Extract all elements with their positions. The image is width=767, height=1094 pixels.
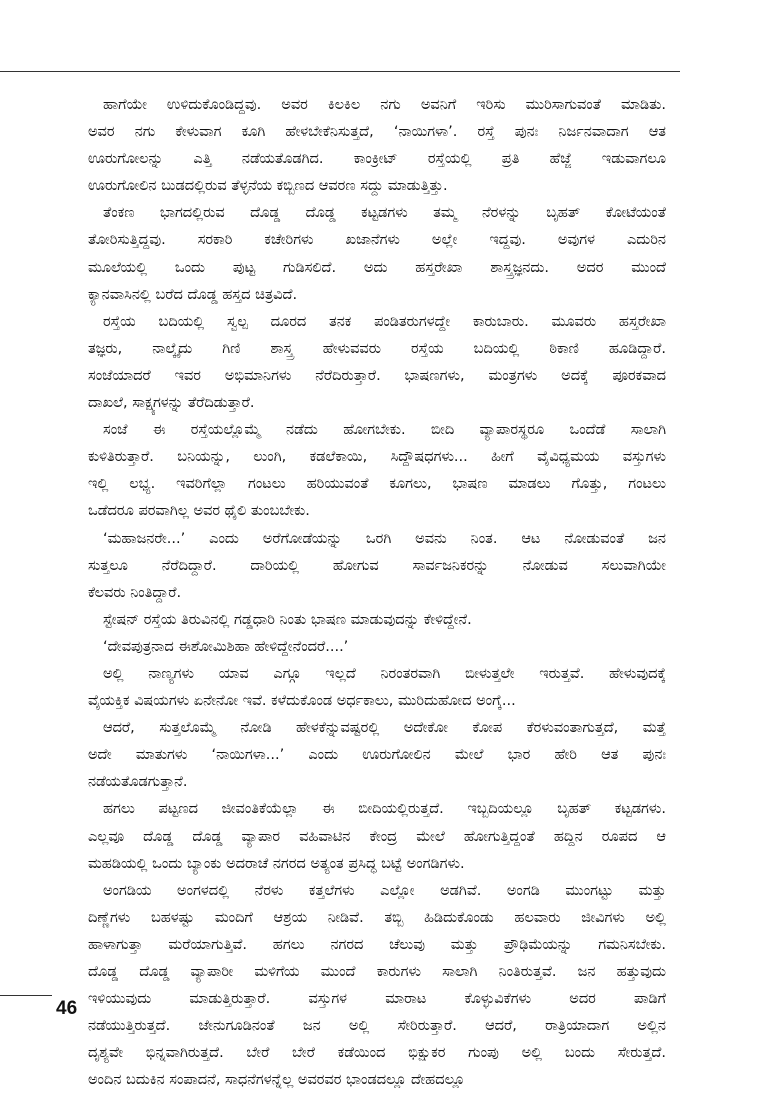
paragraph-11-line-3: ಹಾಳಾಗುತ್ತಾ ಮರೆಯಾಗುತ್ತಿವೆ. ಹಗಲು ನಗರದ ಚೆಲುವು ಮತ್ತು ಪ್ರೌಢಿಮೆಯನ್ನು ಗಮನಿಸಬೇಕು. [88, 936, 666, 953]
paragraph-11-line-4: ದೊಡ್ಡ ದೊಡ್ಡ ವ್ಯಾಪಾರೀ ಮಳಿಗೆಯ ಮುಂದೆ ಕಾರುಗಳು ಸಾಲಾಗಿ ನಿಂತಿರುತ್ತವೆ. ಜನ ಹತ್ತುವುದು [88, 964, 666, 980]
paragraph-2-line-1: ತೆಂಕಣ ಭಾಗದಲ್ಲಿರುವ ದೊಡ್ಡ ದೊಡ್ಡ ಕಟ್ಟಡಗಳು ತಮ್ಮ ನೆರಳನ್ನು ಬೃಹತ್ ಕೋಟೆಯಂತೆ [103, 205, 666, 222]
top-rule [0, 71, 680, 72]
paragraph-5-line-3: ಕೆಲವರು ನಿಂತಿದ್ದಾರೆ. [88, 584, 182, 601]
paragraph-4-line-4: ಒಡೆದರೂ ಪರವಾಗಿಲ್ಲ ಅವರ ಥೈಲಿ ತುಂಬಬೇಕು. [88, 503, 310, 520]
paragraph-2-line-3: ಮೂಲೆಯಲ್ಲಿ ಒಂದು ಪುಟ್ಟ ಗುಡಿಸಲಿದೆ. ಅದು ಹಸ್ತರೇಖಾ ಶಾಸ್ತ್ರಜ್ಞನದು. ಅದರ ಮುಂದೆ [88, 259, 666, 276]
paragraph-3-line-3: ಸಂಜೆಯಾದರೆ ಇವರ ಅಭಿಮಾನಿಗಳು ನೆರೆದಿರುತ್ತಾರೆ. ಭಾಷಣಗಳು, ಮಂತ್ರಗಳು ಅದಕ್ಕೆ ಪೂರಕವಾದ [88, 367, 666, 384]
paragraph-2-line-2: ತೋರಿಸುತ್ತಿದ್ದವು. ಸರಕಾರಿ ಕಚೇರಿಗಳು ಖಜಾನೆಗಳು ಅಲ್ಲೇ ಇದ್ದವು. ಅವುಗಳ ಎದುರಿನ [88, 232, 666, 249]
paragraph-10-line-2: ಎಲ್ಲವೂ ದೊಡ್ಡ ದೊಡ್ಡ ವ್ಯಾಪಾರ ವಹಿವಾಟಿನ ಕೇಂದ್ರ ಮೇಲೆ ಹೋಗುತ್ತಿದ್ದಂತೆ ಹದ್ದಿನ ರೂಪದ ಆ [88, 828, 666, 845]
paragraph-11-line-5: ಇಳಿಯುವುದು ಮಾಡುತ್ತಿರುತ್ತಾರೆ. ವಸ್ತುಗಳ ಮಾರಾಟ ಕೊಳ್ಳುವಿಕೆಗಳು ಅದರ ಪಾಡಿಗೆ [88, 991, 666, 1008]
paragraph-7-line-1: ‘ದೇವಪುತ್ರನಾದ ಈಶೋಮಿಶಿಹಾ ಹೇಳಿದ್ದೇನೆಂದರೆ....’ [103, 638, 349, 655]
paragraph-1-line-4: ಊರುಗೋಲಿನ ಬುಡದಲ್ಲಿರುವ ತೆಳ್ಳನೆಯ ಕಬ್ಬಿಣದ ಆವರಣ ಸದ್ದು ಮಾಡುತ್ತಿತ್ತು. [88, 178, 448, 195]
paragraph-10-line-3: ಮಹಡಿಯಲ್ಲಿ ಒಂದು ಬ್ಯಾಂಕು ಅದರಾಚೆ ನಗರದ ಅತ್ಯಂತ ಪ್ರಸಿದ್ಧ ಬಟ್ಟೆ ಅಂಗಡಿಗಳು. [88, 855, 465, 872]
paragraph-1-line-3: ಊರುಗೋಲನ್ನು ಎತ್ತಿ ನಡೆಯತೊಡಗಿದ. ಕಾಂಕ್ರೀಟ್ ರಸ್ತೆಯಲ್ಲಿ ಪ್ರತಿ ಹೆಜ್ಜೆ ಇಡುವಾಗಲೂ [88, 151, 666, 168]
paragraph-5-line-2: ಸುತ್ತಲೂ ನೆರೆದಿದ್ದಾರೆ. ದಾರಿಯಲ್ಲಿ ಹೋಗುವ ಸಾರ್ವಜನಿಕರನ್ನು ನೋಡುವ ಸಲುವಾಗಿಯೇ [88, 557, 666, 574]
paragraph-4-line-1: ಸಂಜೆ ಈ ರಸ್ತೆಯಲ್ಲೊಮ್ಮೆ ನಡೆದು ಹೋಗಬೇಕು. ಬೀದಿ ವ್ಯಾಪಾರಸ್ಥರೂ ಒಂದೆಡೆ ಸಾಲಾಗಿ [103, 422, 666, 439]
paragraph-11-line-6: ನಡೆಯುತ್ತಿರುತ್ತದೆ. ಜೇನುಗೂಡಿನಂತೆ ಜನ ಅಲ್ಲಿ ಸೇರಿರುತ್ತಾರೆ. ಆದರೆ, ರಾತ್ರಿಯಾದಾಗ ಅಲ್ಲಿನ [88, 1018, 666, 1035]
paragraph-8-line-1: ಅಲ್ಲಿ ನಾಣ್ಯಗಳು ಯಾವ ಎಗ್ಗೂ ಇಲ್ಲದೆ ನಿರಂತರವಾಗಿ ಬೀಳುತ್ತಲೇ ಇರುತ್ತವೆ. ಹೇಳುವುದಕ್ಕೆ [103, 665, 666, 682]
paragraph-9-line-2: ಅದೇ ಮಾತುಗಳು ‘ನಾಯಿಗಳಾ...’ ಎಂದು ಊರುಗೋಲಿನ ಮೇಲೆ ಭಾರ ಹೇರಿ ಆತ ಪುನಃ [88, 747, 666, 764]
body-text [88, 92, 666, 1094]
paragraph-11-line-7: ದೃಶ್ಯವೇ ಭಿನ್ನವಾಗಿರುತ್ತದೆ. ಬೇರೆ ಬೇರೆ ಕಡೆಯಿಂದ ಭಿಕ್ಷುಕರ ಗುಂಪು ಅಲ್ಲಿ ಬಂದು ಸೇರುತ್ತದೆ. [88, 1045, 666, 1062]
paragraph-1-line-2: ಅವರ ನಗು ಕೇಳುವಾಗ ಕೂಗಿ ಹೇಳಬೇಕೆನಿಸುತ್ತದೆ, ‘ನಾಯಿಗಳಾ’. ರಸ್ತೆ ಪುನಃ ನಿರ್ಜನವಾದಾಗ ಆತ [88, 124, 666, 141]
paragraph-1-line-1: ಹಾಗೆಯೇ ಉಳಿದುಕೊಂಡಿದ್ದವು. ಅವರ ಕಿಲಕಿಲ ನಗು ಅವನಿಗೆ ಇರಿಸು ಮುರಿಸಾಗುವಂತೆ ಮಾಡಿತು. [103, 97, 666, 113]
paragraph-4-line-2: ಕುಳಿತಿರುತ್ತಾರೆ. ಬನಿಯನ್ನು, ಲುಂಗಿ, ಕಡಲೆಕಾಯಿ, ಸಿದ್ದೌಷಧಗಳು... ಹೀಗೆ ವೈವಿಧ್ಯಮಯ ವಸ್ತುಗಳು [88, 449, 666, 466]
paragraph-4-line-3: ಇಲ್ಲಿ ಲಭ್ಯ. ಇವರಿಗೆಲ್ಲಾ ಗಂಟಲು ಹರಿಯುವಂತೆ ಕೂಗಲು, ಭಾಷಣ ಮಾಡಲು ಗೊತ್ತು, ಗಂಟಲು [88, 476, 666, 493]
paragraph-8-line-2: ವೈಯಕ್ತಿಕ ವಿಷಯಗಳು ಏನೇನೋ ಇವೆ. ಕಳೆದುಕೊಂಡ ಅರ್ಧಕಾಲು, ಮುರಿದುಹೋದ ಅಂಗ್ಕೆ... [88, 693, 516, 710]
paragraph-5-line-1: ‘ಮಹಾಜನರೇ...’ ಎಂದು ಅರೆಗೋಡೆಯನ್ನು ಒರಗಿ ಅವನು ನಿಂತ. ಆಟ ನೋಡುವಂತೆ ಜನ [103, 530, 666, 547]
page-number: 46 [56, 998, 78, 1019]
paragraph-11-line-8: ಅಂದಿನ ಬದುಕಿನ ಸಂಪಾದನೆ, ಸಾಧನೆಗಳನ್ನೆಲ್ಲ ಅವರವರ ಭಾಂಡದಲ್ಲೂ ದೇಹದಲ್ಲೂ [88, 1072, 465, 1089]
paragraph-10-line-1: ಹಗಲು ಪಟ್ಟಣದ ಜೀವಂತಿಕೆಯೆಲ್ಲಾ ಈ ಬೀದಿಯಲ್ಲಿರುತ್ತದೆ. ಇಬ್ಬದಿಯಲ್ಲೂ ಬೃಹತ್ ಕಟ್ಟಡಗಳು. [103, 801, 666, 818]
paragraph-3-line-2: ತಜ್ಞರು, ನಾಲ್ಕೈದು ಗಿಣಿ ಶಾಸ್ತ್ರ ಹೇಳುವವರು ರಸ್ತೆಯ ಬದಿಯಲ್ಲಿ ಠಿಕಾಣಿ ಹೂಡಿದ್ದಾರೆ. [88, 340, 666, 357]
footer-rule [0, 995, 52, 996]
paragraph-3-line-4: ದಾಖಲೆ, ಸಾಕ್ಷ್ಯಗಳನ್ನು ತೆರೆದಿಡುತ್ತಾರೆ. [88, 395, 255, 412]
paragraph-9-line-1: ಆದರೆ, ಸುತ್ತಲೊಮ್ಮೆ ನೋಡಿ ಹೇಳಕೆನ್ನುವಷ್ಟರಲ್ಲಿ ಅದೇಕೋ ಕೋಪ ಕೆರಳುವಂತಾಗುತ್ತದೆ, ಮತ್ತೆ [103, 720, 666, 737]
paragraph-11-line-1: ಅಂಗಡಿಯ ಅಂಗಳದಲ್ಲಿ ನೆರಳು ಕತ್ತಲೆಗಳು ಎಲ್ಲೋ ಅಡಗಿವೆ. ಅಂಗಡಿ ಮುಂಗಟ್ಟು ಮತ್ತು [103, 882, 666, 899]
paragraph-3-line-1: ರಸ್ತೆಯ ಬದಿಯಲ್ಲಿ ಸ್ವಲ್ಪ ದೂರದ ತನಕ ಪಂಡಿತರುಗಳದ್ದೇ ಕಾರುಬಾರು. ಮೂವರು ಹಸ್ತರೇಖಾ [103, 313, 666, 330]
paragraph-9-line-3: ನಡೆಯತೊಡಗುತ್ತಾನೆ. [88, 774, 188, 791]
paragraph-6-line-1: ಸ್ಟೇಷನ್ ರಸ್ತೆಯ ತಿರುವಿನಲ್ಲಿ ಗಡ್ಡಧಾರಿ ನಿಂತು ಭಾಷಣ ಮಾಡುವುದನ್ನು ಕೇಳಿದ್ದೇನೆ. [103, 611, 472, 628]
paragraph-2-line-4: ಕ್ಯಾನವಾಸಿನಲ್ಲಿ ಬರೆದ ದೊಡ್ಡ ಹಸ್ತದ ಚಿತ್ರವಿದೆ. [88, 286, 298, 303]
paragraph-11-line-2: ದಿಣ್ಣೆಗಳು ಬಹಳಷ್ಟು ಮಂದಿಗೆ ಆಶ್ರಯ ನೀಡಿವೆ. ತಬ್ಬಿ ಹಿಡಿದುಕೊಂಡು ಹಲವಾರು ಜೀವಿಗಳು ಅಲ್ಲಿ [88, 909, 666, 926]
